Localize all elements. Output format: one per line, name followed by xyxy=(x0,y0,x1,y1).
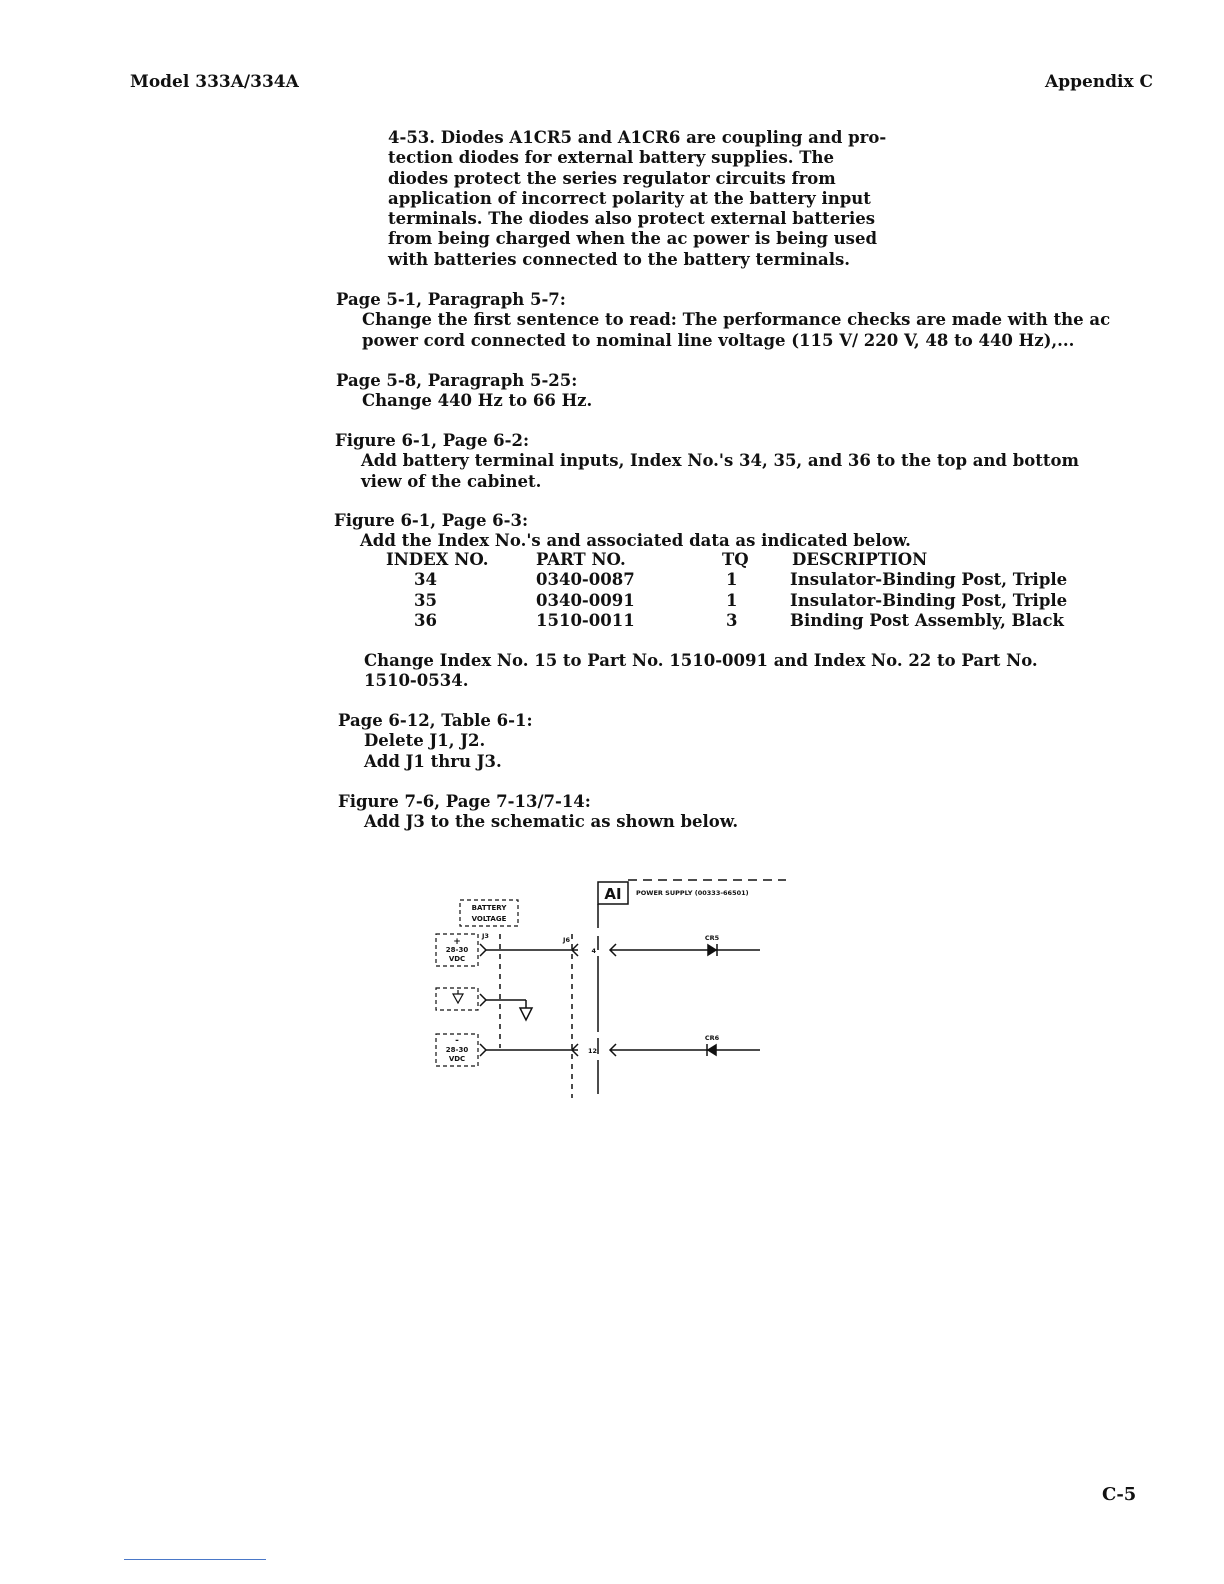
ground-symbol xyxy=(520,1008,532,1020)
table-header: PART NO. xyxy=(536,550,626,569)
terminal-arrow-bottom xyxy=(480,1044,486,1056)
section-figure-7-6 xyxy=(338,792,738,833)
diode-cr6-label: CR6 xyxy=(704,1034,720,1042)
schematic-diagram xyxy=(420,872,790,1108)
section-line: Delete J1, J2. xyxy=(364,731,486,751)
section-heading: Page 6-12, Table 6-1: xyxy=(338,711,533,730)
section-line: Change 440 Hz to 66 Hz. xyxy=(362,391,593,411)
paragraph-line: terminals. The diodes also protect external batteries xyxy=(388,209,875,229)
header-appendix: Appendix C xyxy=(1045,72,1154,92)
table-cell: Insulator-Binding Post, Triple xyxy=(790,590,1068,610)
connector-j3-label: J3 xyxy=(482,932,489,940)
terminal-ground-icon xyxy=(453,994,463,1003)
paragraph-line: with batteries connected to the battery terminals. xyxy=(388,249,851,269)
section-heading: Figure 6-1, Page 6-3: xyxy=(334,511,529,530)
table-cell: 0340-0087 xyxy=(536,570,635,590)
pin-bottom-label: 12 xyxy=(587,1047,597,1055)
section-figure-6-1-page-6-2 xyxy=(335,431,1079,492)
diode-cr6-icon xyxy=(708,1045,716,1055)
supply-bottom-value: 28-30 xyxy=(445,1046,469,1054)
supply-top-unit: VDC xyxy=(448,955,466,963)
section-line: Add J3 to the schematic as shown below. xyxy=(364,812,739,832)
battery-label-line-2: VOLTAGE xyxy=(471,915,507,923)
table-cell: 36 xyxy=(414,610,437,630)
paragraph-line: tection diodes for external battery supplies. The xyxy=(388,148,835,168)
section-heading: Page 5-8, Paragraph 5-25: xyxy=(336,371,578,390)
section-page-5-8 xyxy=(336,371,592,412)
table-cell: Insulator-Binding Post, Triple xyxy=(790,570,1068,590)
paragraph-4-53 xyxy=(388,128,888,270)
change-index-line: 1510-0534. xyxy=(364,671,469,691)
supply-top-value: 28-30 xyxy=(445,946,469,954)
page-number: C-5 xyxy=(1102,1484,1137,1505)
change-index-note xyxy=(364,651,1038,692)
paragraph-line: diodes protect the series regulator circuits from xyxy=(388,168,836,188)
section-page-5-1 xyxy=(336,290,1110,351)
section-figure-6-1-page-6-3 xyxy=(334,511,911,552)
schematic-svg xyxy=(420,872,790,1104)
table-cell: 1 xyxy=(726,590,738,610)
section-heading: Page 5-1, Paragraph 5-7: xyxy=(336,290,566,309)
header-model: Model 333A/334A xyxy=(130,72,299,92)
section-heading: Figure 7-6, Page 7-13/7-14: xyxy=(338,792,591,811)
connector-j6-label: J6 xyxy=(563,936,570,944)
change-index-line: Change Index No. 15 to Part No. 1510-0091 and Index No. 22 to Part No. xyxy=(364,651,1038,670)
section-heading: Figure 6-1, Page 6-2: xyxy=(335,431,530,450)
section-line: Add the Index No.'s and associated data as indicated below. xyxy=(360,531,911,551)
pin-top-label: 4 xyxy=(591,947,596,955)
battery-label-line-1: BATTERY xyxy=(471,904,507,912)
module-title: POWER SUPPLY (00333-66501) xyxy=(636,889,749,897)
paragraph-line: 4-53. Diodes A1CR5 and A1CR6 are coupling and pro- xyxy=(388,128,887,147)
section-line: power cord connected to nominal line voltage (115 V/ 220 V, 48 to 440 Hz),... xyxy=(362,330,1075,350)
table-header: DESCRIPTION xyxy=(792,550,928,569)
ground-terminal-box xyxy=(436,988,478,1010)
table-cell: 34 xyxy=(414,570,437,590)
table-cell: 0340-0091 xyxy=(536,590,635,610)
paragraph-line: from being charged when the ac power is being used xyxy=(388,229,877,249)
minus-sign: - xyxy=(455,1036,459,1046)
supply-bottom-unit: VDC xyxy=(448,1055,466,1063)
module-label: AI xyxy=(604,885,622,903)
section-line: Change the first sentence to read: The performance checks are made with the ac xyxy=(362,310,1111,330)
table-cell: 3 xyxy=(726,610,738,630)
diode-cr5-label: CR5 xyxy=(704,934,720,942)
table-header: TQ xyxy=(722,550,749,569)
section-line: Add battery terminal inputs, Index No.'s 34, 35, and 36 to the top and bottom xyxy=(361,451,1079,471)
terminal-arrow-ground xyxy=(480,994,486,1006)
diode-cr5-icon xyxy=(708,945,716,955)
section-line: view of the cabinet. xyxy=(361,471,542,491)
paragraph-line: application of incorrect polarity at the battery input xyxy=(388,188,871,208)
table-header: INDEX NO. xyxy=(386,550,489,569)
table-cell: 35 xyxy=(414,590,437,610)
table-cell: 1510-0011 xyxy=(536,610,635,630)
footer-rule xyxy=(124,1559,266,1560)
section-page-6-12 xyxy=(338,711,533,772)
table-cell: 1 xyxy=(726,570,738,590)
table-cell: Binding Post Assembly, Black xyxy=(790,610,1064,630)
section-line: Add J1 thru J3. xyxy=(364,751,502,771)
terminal-arrow-top xyxy=(480,944,486,956)
plus-sign: + xyxy=(453,937,461,947)
